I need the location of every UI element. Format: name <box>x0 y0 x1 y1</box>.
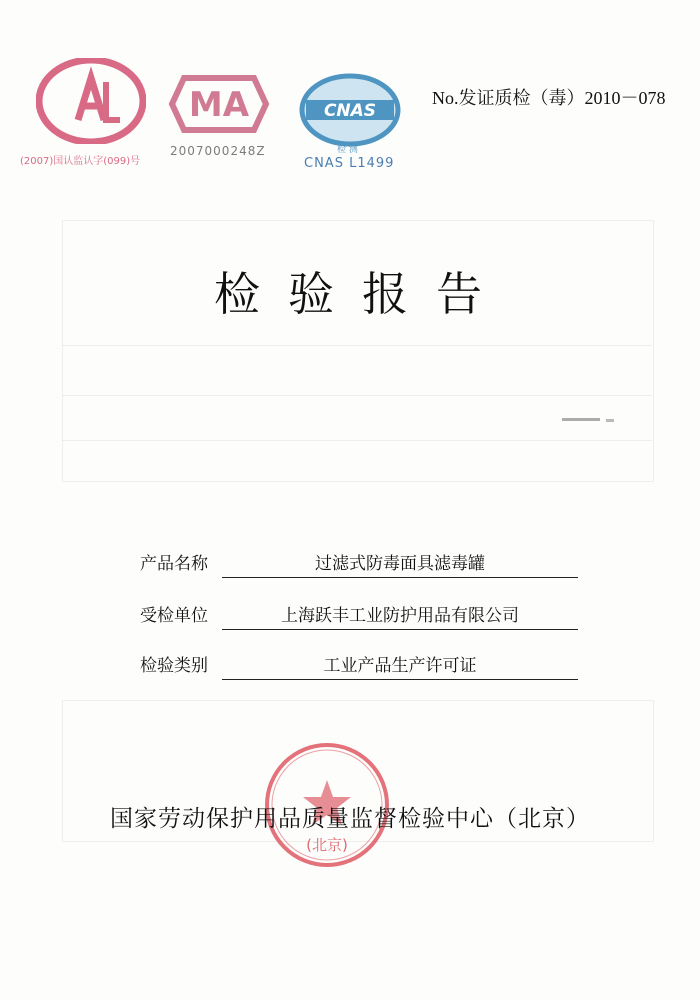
scan-mark <box>606 419 614 422</box>
show-through-line <box>62 395 652 396</box>
cma-logo <box>166 72 272 140</box>
cma-caption: 2007000248Z <box>170 144 266 158</box>
issuing-organization: 国家劳动保护用品质量监督检验中心（北京） <box>110 806 590 832</box>
seal-center-text: (北京) <box>306 836 348 854</box>
cnas-caption: CNAS L1499 <box>304 156 395 171</box>
field-value-product-name: 过滤式防毒面具滤毒罐 <box>222 549 578 578</box>
field-value-inspection-type: 工业产品生产许可证 <box>222 651 578 680</box>
field-label-inspected-unit: 受检单位 <box>140 606 208 626</box>
cal-logo <box>36 58 146 148</box>
field-value-inspected-unit: 上海跃丰工业防护用品有限公司 <box>222 601 578 630</box>
show-through-line <box>62 345 652 346</box>
cnas-sub-label: 检 测 <box>337 145 358 155</box>
field-label-product-name: 产品名称 <box>140 554 208 574</box>
field-label-inspection-type: 检验类别 <box>140 656 208 676</box>
scan-mark <box>562 418 600 421</box>
svg-text:MA: MA <box>188 85 250 125</box>
show-through-line <box>62 440 652 441</box>
report-number: No.发证质检（毒）2010－078 <box>432 88 666 108</box>
svg-text:CNAS: CNAS <box>323 101 377 121</box>
page-title: 检验报告 <box>214 267 510 321</box>
cal-caption: (2007)国认监认字(099)号 <box>20 156 141 167</box>
